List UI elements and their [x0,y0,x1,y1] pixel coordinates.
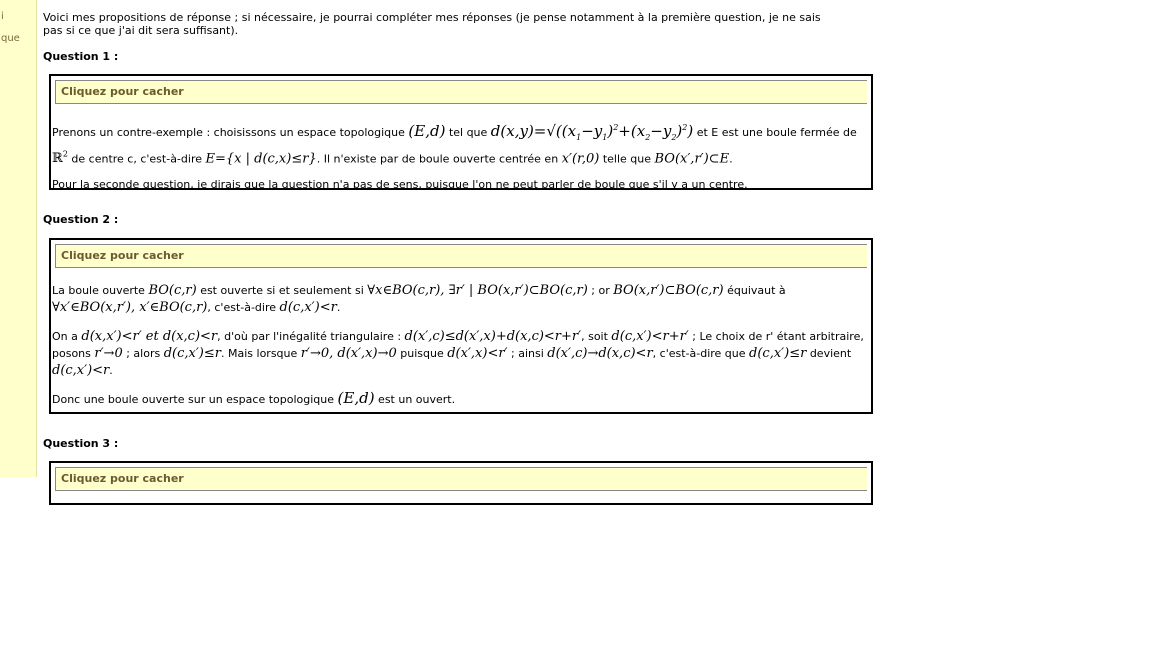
question-2-paragraph-2: On a d(x,x′)<r′ et d(x,c)<r, d'où par l'inégalité triangulaire : d(x′,c)≤d(x′,x)+d(x,c)<r+r′, soit d(c,x′)<r+r′ ; Le choix de r' étant arbitraire, posons r′→0 ; alors d(c,x′)≤r. Mais lorsque r′→0, d(x′,x)→0 puisque d(x′,x)<r′ ; ainsi d(x′,c)→d(x,c)<r, c'est-à-dire que d(c,x′)≤r devient d(c,x′)<r. [52,329,864,378]
question-2-paragraph-1: La boule ouverte BO(c,r) est ouverte si et seulement si ∀x∈BO(c,r), ∃r′ | BO(x,r′)⊂BO(c,r) ; or BO(x,r′)⊂BO(c,r) équivaut à ∀x′∈BO(x,r′), x′∈BO(c,r), c'est-à-dire d(c,x′)<r. [52,283,786,315]
math: d(c,x′)<r [52,363,110,378]
text: tel que [448,126,488,139]
text: devient [809,347,852,360]
hide-toggle-button[interactable]: Cliquez pour cacher [55,244,867,268]
text: telle que [602,152,651,166]
math: r′→0 [94,346,123,361]
math: ℝ$^2$ [52,150,68,167]
text: ; ainsi [511,347,544,360]
math: BO(x′,r′)⊂E [654,151,730,167]
text: puisque [400,347,444,360]
question-1-body [51,104,871,192]
question-1-box [49,74,873,190]
math: $d(x,y)=√((x_1-y_1)^2+(x_2-y_2)^2)$ [490,122,694,142]
question-2-body [51,268,871,407]
text: ; Le choix de r' étant arbitraire, posons [52,330,864,360]
text: On a [52,330,78,343]
math: d(c,x′)≤r [749,346,807,361]
sidebar-fragment: i [1,11,4,22]
math: d(x,x′)<r′ et d(x,c)<r [81,329,218,344]
question-3-box [49,461,873,505]
text: ; or [591,284,610,297]
question-2-box [49,238,873,414]
post-content [43,0,864,485]
text: ; alors [126,347,161,360]
text: , d'où par l'inégalité triangulaire : [217,330,402,343]
text: Prenons un contre-exemple : choisissons un espace topologique [52,126,405,139]
question-1-title: Question 1 : [43,50,119,63]
hide-toggle-button[interactable]: Cliquez pour cacher [55,80,867,104]
intro-text: Voici mes propositions de réponse ; si nécessaire, je pourrai compléter mes réponses (je pense notamment à la première question, je ne sais pas si ce que j'ai dit sera suffisant). [43,11,821,37]
text: est un ouvert. [378,393,456,406]
question-2-paragraph-3 [52,391,871,407]
text: est ouverte si et seulement si [200,284,364,297]
left-sidebar [0,0,37,477]
text: Donc une boule ouverte sur un espace topologique [52,393,335,406]
math: BO(x,r′)⊂BO(c,r) [613,283,724,298]
text: , soit [581,330,608,343]
math: d(c,x′)≤r [163,346,221,361]
math: d(x′,c)≤d(x′,x)+d(x,c)<r+r′ [404,329,582,344]
question-1-paragraph-2: Pour la seconde question, je dirais que la question n'a pas de sens, puisque l'on ne peut parler de boule que s'il y a un centre. [52,178,748,192]
text: La boule ouverte [52,284,145,297]
math: x′(r,0) [561,151,600,167]
text: . Il n'existe par de boule ouverte centrée en [316,152,559,166]
text: . Mais lorsque [221,347,298,360]
math: BO(c,r) [148,283,197,298]
text: équivaut à [727,284,786,297]
math: ∀x∈BO(c,r), ∃r′ | BO(x,r′)⊂BO(c,r) [367,283,588,298]
math: d(c,x′)<r [279,300,337,315]
text: de centre c, c'est-à-dire [71,152,202,166]
question-1-paragraph-1: Prenons un contre-exemple : choisissons un espace topologique (E,d) tel que $d(x,y)=√((x_1-y_1)^2+(x_2-y_2)^2)$ et E est une boule fermée de ℝ$^2$ de centre c, c'est-à-dire E={x | d(c,x)≤r}. Il n'existe par de boule ouverte centrée en x′(r,0) telle que BO(x′,r′)⊂E. [52,122,857,167]
question-2-title: Question 2 : [43,213,119,226]
hide-toggle-button[interactable]: Cliquez pour cacher [55,467,867,491]
math: (E,d) [408,122,446,140]
math: d(x′,c)→d(x,c)<r [547,346,653,361]
text: , c'est-à-dire [207,301,277,314]
math: ∀x′∈BO(x,r′), x′∈BO(c,r) [52,300,208,315]
math: E={x | d(c,x)≤r} [205,151,317,167]
question-3-title: Question 3 : [43,437,119,450]
text: , c'est-à-dire que [652,347,746,360]
math: (E,d) [337,389,375,407]
text: et E est une boule fermée de [696,126,857,139]
math: r′→0, d(x′,x)→0 [300,346,397,361]
math: d(x′,x)<r′ [447,346,508,361]
sidebar-fragment: que [1,33,20,44]
math: d(c,x′)<r+r′ [611,329,689,344]
